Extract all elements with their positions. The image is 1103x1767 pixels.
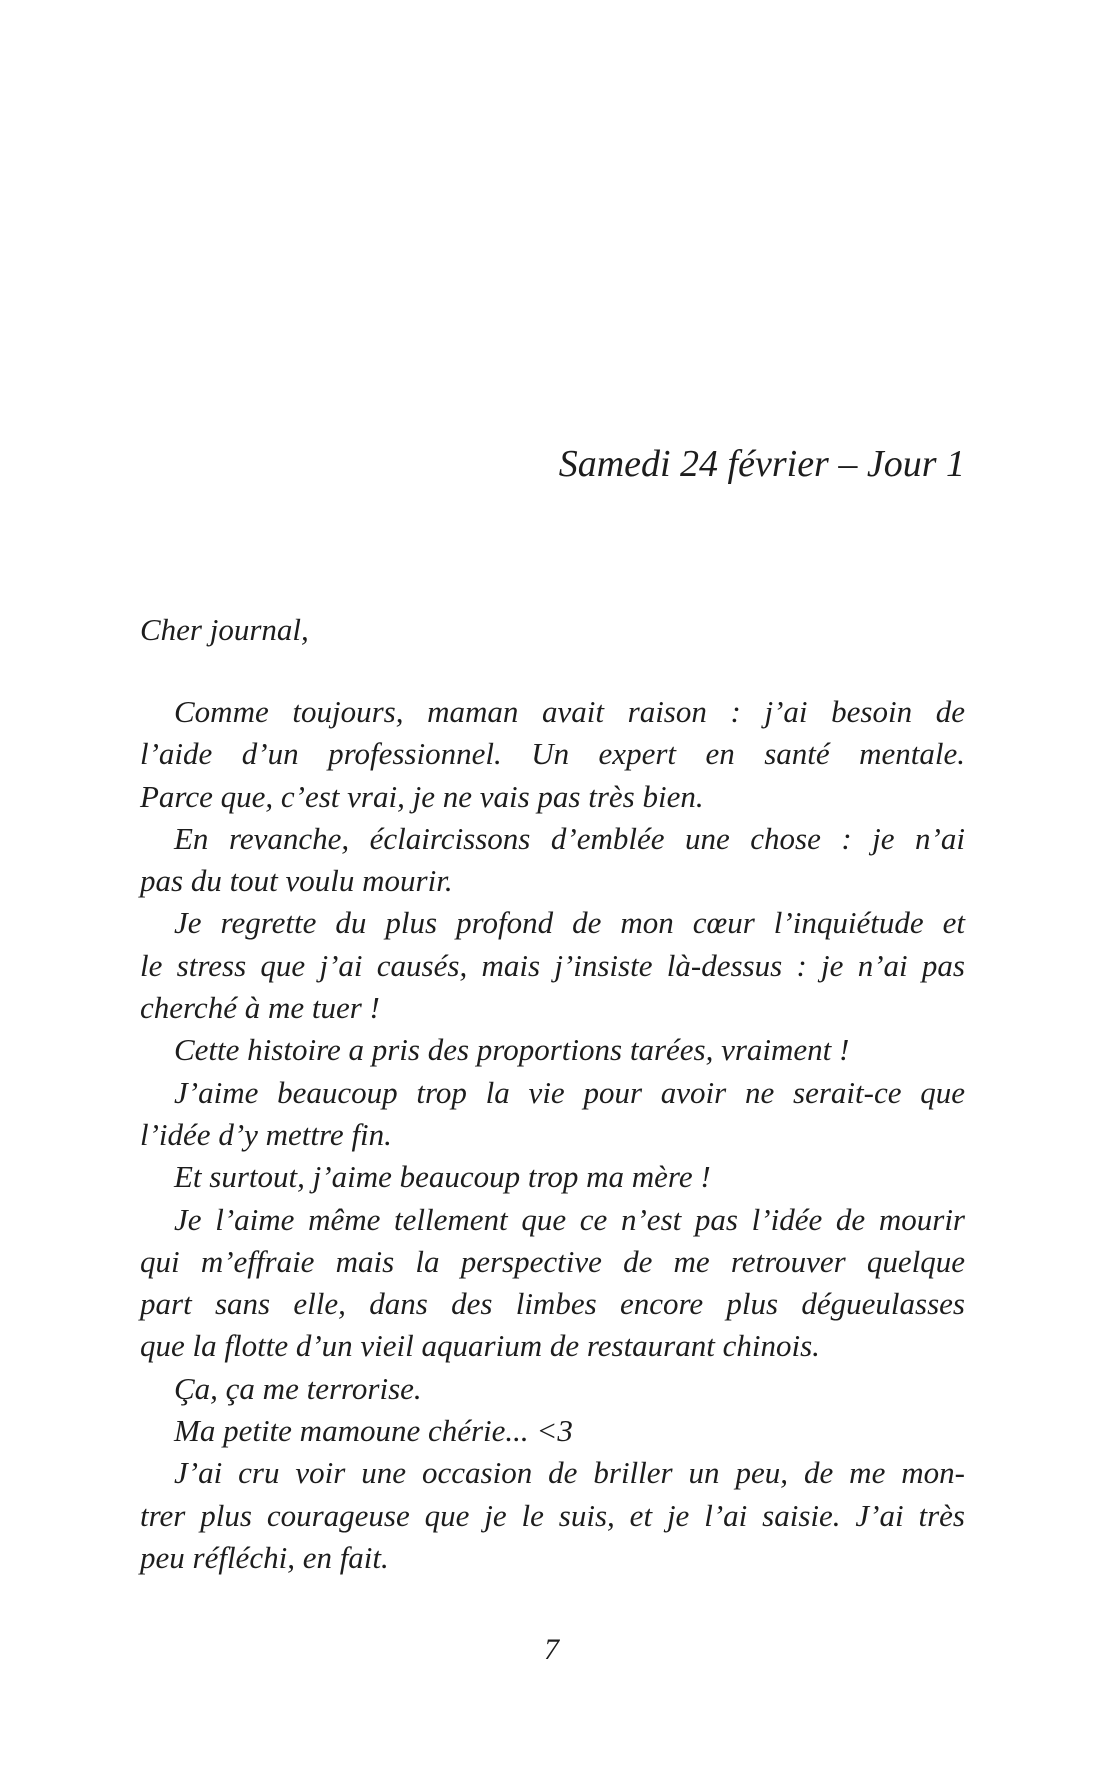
text-line: l’aide d’un professionnel. Un expert en santé mentale. — [140, 736, 965, 772]
text-line: En revanche, éclaircissons d’emblée une chose : je n’ai — [174, 820, 965, 856]
salutation: Cher journal, — [140, 612, 309, 647]
text-line: que la flotte d’un vieil aquarium de restaurant chinois. — [140, 1328, 820, 1364]
body-text — [140, 691, 965, 1579]
text-line: Cette histoire a pris des proportions tarées, vraiment ! — [174, 1032, 850, 1068]
text-line: J’aime beaucoup trop la vie pour avoir ne serait-ce que — [174, 1074, 965, 1110]
text-line: Je regrette du plus profond de mon cœur l’inquiétude et — [174, 905, 965, 941]
chapter-heading: Samedi 24 février – Jour 1 — [558, 443, 965, 485]
text-line: Comme toujours, maman avait raison : j’ai besoin de — [174, 694, 965, 729]
page-number: 7 — [544, 1633, 559, 1666]
text-line: trer plus courageuse que je le suis, et je l’ai saisie. J’ai très — [140, 1497, 965, 1533]
text-line: part sans elle, dans des limbes encore plus dégueulasses — [140, 1286, 965, 1322]
text-line: J’ai cru voir une occasion de briller un peu, de me mon- — [174, 1455, 965, 1491]
text-line: pas du tout voulu mourir. — [140, 863, 453, 899]
text-line: Parce que, c’est vrai, je ne vais pas très bien. — [140, 778, 704, 814]
text-line: le stress que j’ai causés, mais j’insiste là-dessus : je n’ai pas — [140, 947, 965, 983]
text-line: qui m’effraie mais la perspective de me retrouver quelque — [140, 1243, 965, 1279]
text-line: Ça, ça me terrorise. — [174, 1370, 422, 1406]
text-line: l’idée d’y mettre fin. — [140, 1116, 392, 1152]
text-line: Je l’aime même tellement que ce n’est pas l’idée de mourir — [174, 1201, 965, 1237]
text-line: peu réfléchi, en fait. — [140, 1539, 389, 1575]
text-line: Ma petite mamoune chérie... <3 — [174, 1413, 573, 1449]
text-line: cherché à me tuer ! — [140, 990, 380, 1026]
text-line: Et surtout, j’aime beaucoup trop ma mère ! — [174, 1159, 711, 1195]
